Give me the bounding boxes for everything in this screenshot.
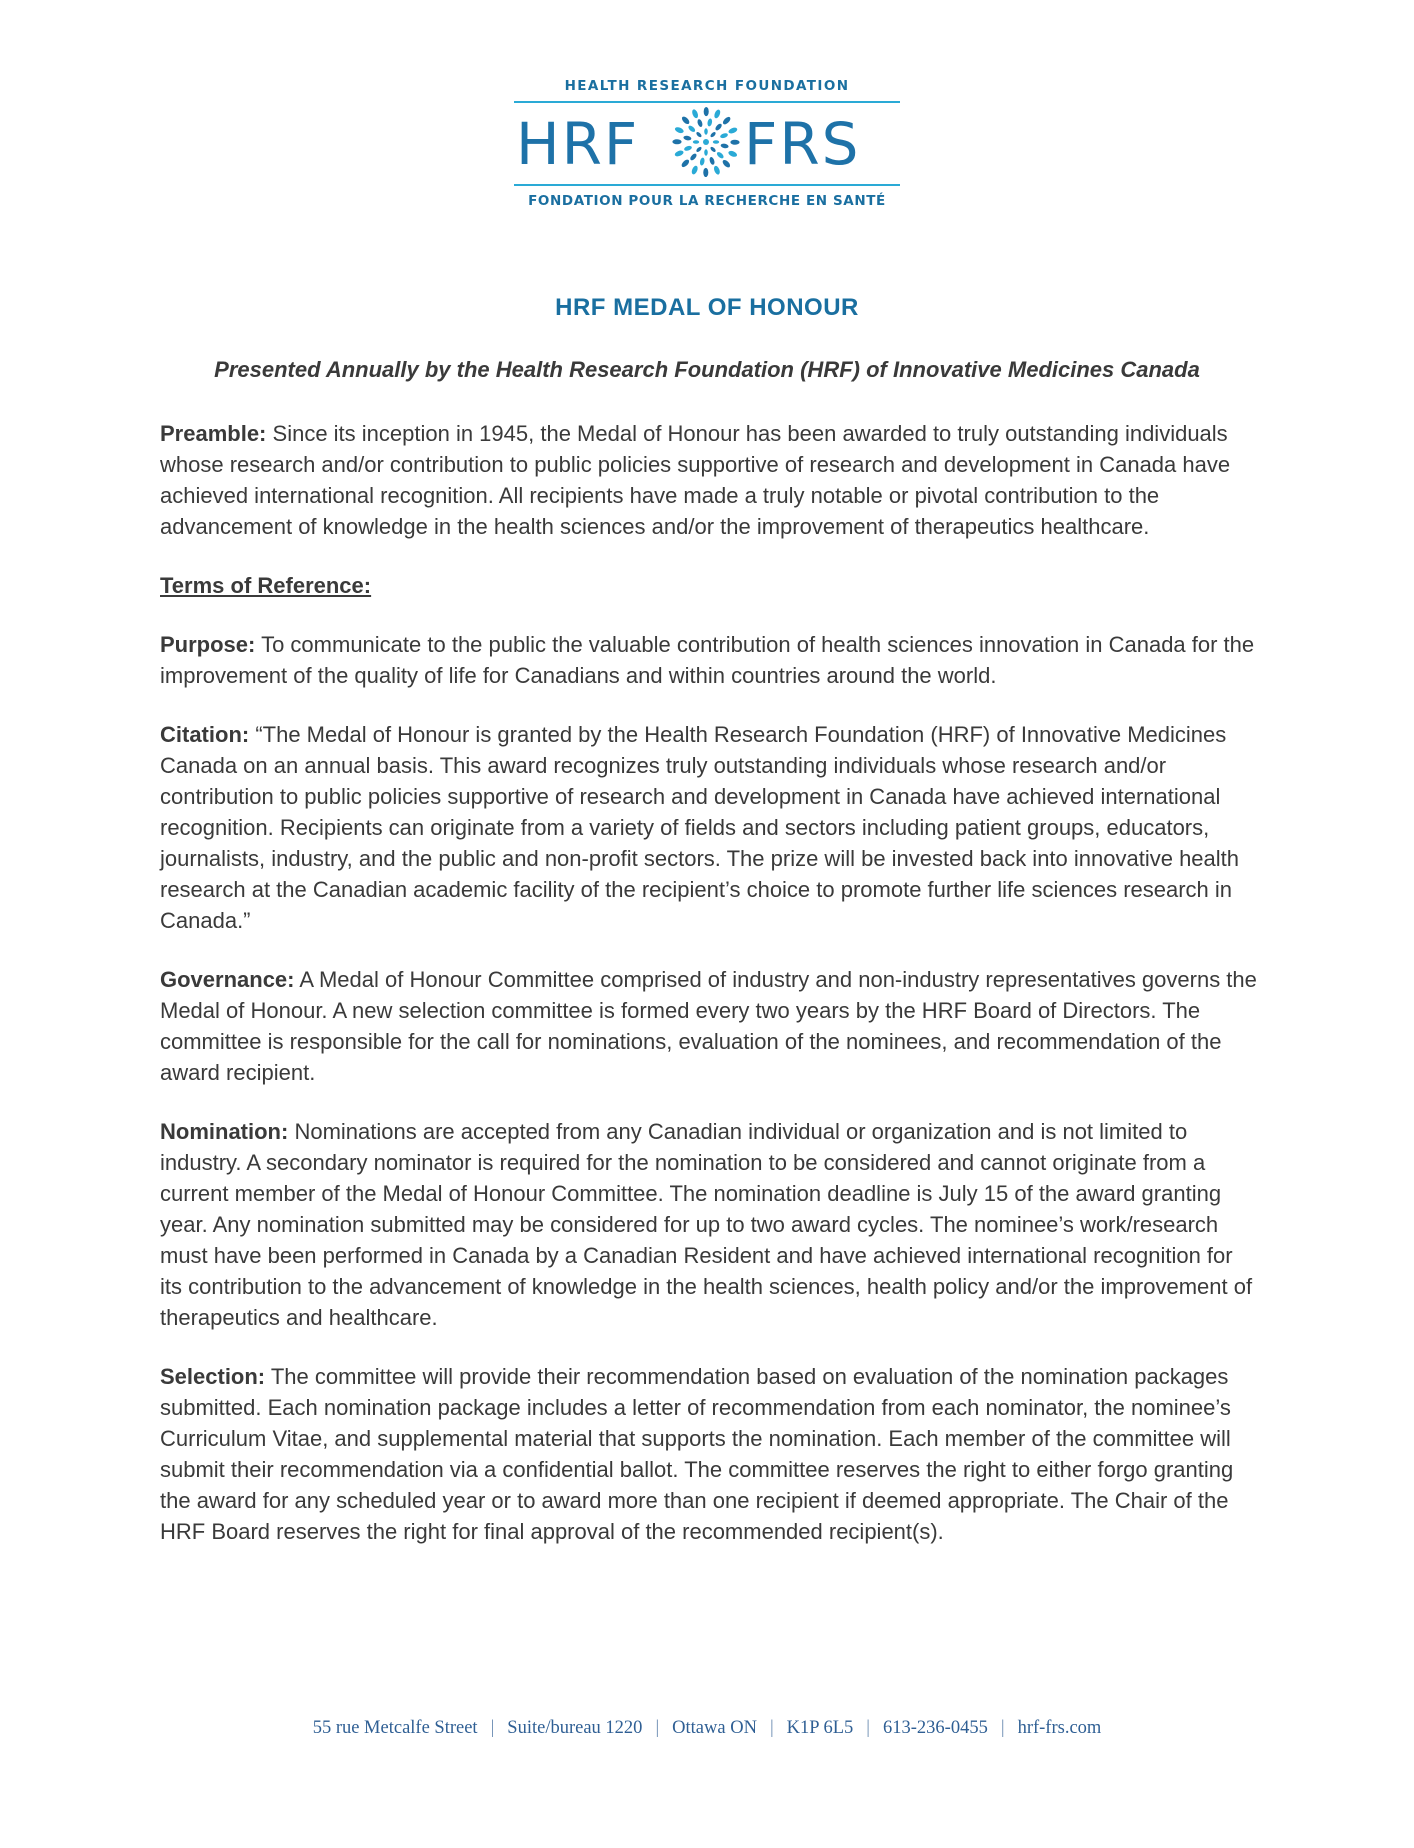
footer-separator: | — [655, 1718, 660, 1738]
starburst-dot — [704, 107, 709, 116]
starburst-dot — [713, 140, 719, 144]
nomination-paragraph — [160, 1116, 1260, 1333]
purpose-text: To communicate to the public the valuable contribution of health sciences innovation in Canada for the improvement of the quality of life for Canadians and within countries around the world. — [160, 632, 1255, 688]
terms-heading: Terms of Reference: — [160, 573, 372, 598]
logo-top-text: HEALTH RESEARCH FOUNDATION — [564, 78, 850, 94]
hrf-frs-logo — [514, 78, 900, 220]
starburst-dot — [722, 116, 732, 126]
starburst-dot — [695, 131, 702, 138]
nomination-heading: Nomination: — [160, 1119, 289, 1144]
footer-address: 55 rue Metcalfe Street — [312, 1718, 478, 1738]
starburst-dot — [687, 124, 696, 133]
starburst-icon — [671, 102, 741, 182]
footer-contact — [0, 1718, 1414, 1739]
starburst-dot — [689, 152, 698, 161]
citation-text: “The Medal of Honour is granted by the Health Research Foundation (HRF) of Innovative Medicines Canada on an annual basis. This award recognizes truly outstanding individuals whose research and/or contribution to public policies supportive of research and development in Canada have achieved international recognition. Recipients can originate from a variety of fields and sectors including patient groups, educators, journalists, industry, and the public and non-profit sectors. The prize will be invested back into innovative health research at the Canadian academic facility of the recipient’s choice to promote further life sciences research in Canada.” — [160, 722, 1240, 933]
footer-website-link[interactable]: hrf-frs.com — [1017, 1718, 1102, 1738]
starburst-dot — [674, 126, 684, 134]
starburst-dot — [714, 123, 723, 132]
preamble-heading: Preamble: — [160, 421, 267, 446]
starburst-dot — [703, 168, 708, 177]
logo-bottom-text: FONDATION POUR LA RECHERCHE EN SANTÉ — [528, 193, 886, 209]
starburst-dot — [727, 150, 737, 158]
selection-text: The committee will provide their recommendation based on evaluation of the nomination packages submitted. Each nomination package includes a letter of recommendation from each nominator, the nominee’s Curriculum Vitae, and supplemental material that supports the nomination. Each member of the committee will submit their recommendation via a confidential ballot. The committee reserves the right to either forgo granting the award for any scheduled year or to award more than one recipient if deemed appropriate. The Chair of the HRF Board reserves the right for final approval of the recommended recipient(s). — [160, 1364, 1234, 1544]
starburst-dot — [716, 151, 725, 160]
starburst-dot — [693, 140, 699, 144]
starburst-dot — [704, 128, 708, 134]
starburst-dot — [720, 143, 729, 149]
starburst-dot — [683, 145, 692, 152]
starburst-dot — [704, 149, 708, 155]
nomination-text: Nominations are accepted from any Canadian individual or organization and is not limited to industry. A secondary nominator is required for the nomination to be considered and cannot originate from a current member of the Medal of Honour Committee. The nomination deadline is July 15 of the award granting year. Any nomination submitted may be considered for up to two award cycles. The nominee’s work/research must have been performed in Canada by a Canadian Resident and have achieved international recognition for its contribution to the advancement of knowledge in the health sciences, health policy and/or the improvement of therapeutics and healthcare. — [160, 1119, 1253, 1330]
logo-right-text: FRS — [744, 110, 861, 178]
starburst-dot — [709, 156, 716, 165]
preamble-paragraph — [160, 418, 1260, 542]
starburst-dot — [681, 115, 691, 125]
citation-paragraph — [160, 719, 1260, 936]
logo-bottom-rule — [514, 184, 900, 186]
starburst-dot — [721, 159, 731, 169]
starburst-dot — [683, 135, 692, 141]
starburst-dot — [680, 158, 690, 168]
document-subtitle: Presented Annually by the Health Research Foundation (HRF) of Innovative Medicines Canada — [214, 357, 1200, 382]
document-title: HRF MEDAL OF HONOUR — [555, 294, 859, 321]
starburst-dot — [713, 109, 721, 119]
footer-separator: | — [769, 1718, 774, 1738]
starburst-dot — [699, 157, 705, 166]
footer-city: Ottawa ON — [672, 1718, 757, 1738]
footer-separator: | — [866, 1718, 871, 1738]
footer-phone: 613-236-0455 — [883, 1718, 988, 1738]
starburst-dot — [672, 139, 681, 144]
footer-suite: Suite/bureau 1220 — [507, 1718, 643, 1738]
starburst-dot — [730, 140, 739, 145]
footer-separator: | — [1000, 1718, 1005, 1738]
logo-left-text: HRF — [516, 110, 640, 178]
selection-heading: Selection: — [160, 1364, 266, 1389]
footer-separator: | — [490, 1718, 495, 1738]
governance-heading: Governance: — [160, 967, 295, 992]
citation-heading: Citation: — [160, 722, 250, 747]
starburst-dot — [695, 146, 702, 153]
starburst-dot — [710, 146, 717, 153]
starburst-dot — [720, 132, 729, 139]
starburst-dot — [691, 165, 699, 175]
starburst-dot — [674, 149, 684, 157]
purpose-heading: Purpose: — [160, 632, 256, 657]
document-body — [160, 418, 1260, 1575]
starburst-dot — [707, 118, 713, 127]
governance-text: A Medal of Honour Committee comprised of industry and non-industry representatives governs the Medal of Honour. A new selection committee is formed every two years by the HRF Board of Directors. The committee is responsible for the call for nominations, evaluation of the nominees, and recommendation of the award recipient. — [160, 967, 1257, 1085]
starburst-dot — [691, 109, 699, 119]
preamble-text: Since its inception in 1945, the Medal of Honour has been awarded to truly outstanding individuals whose research and/or contribution to public policies supportive of research and development in Canada have achieved international recognition. All recipients have made a truly notable or pivotal contribution to the advancement of knowledge in the health sciences and/or the improvement of therapeutics healthcare. — [160, 421, 1231, 539]
starburst-center — [703, 139, 709, 145]
starburst-dot — [710, 131, 717, 138]
governance-paragraph — [160, 964, 1260, 1088]
starburst-dot — [728, 126, 738, 134]
selection-paragraph — [160, 1361, 1260, 1547]
starburst-dot — [713, 165, 721, 175]
starburst-dot — [697, 119, 704, 128]
footer-postal-code: K1P 6L5 — [786, 1718, 854, 1738]
purpose-paragraph — [160, 629, 1260, 691]
